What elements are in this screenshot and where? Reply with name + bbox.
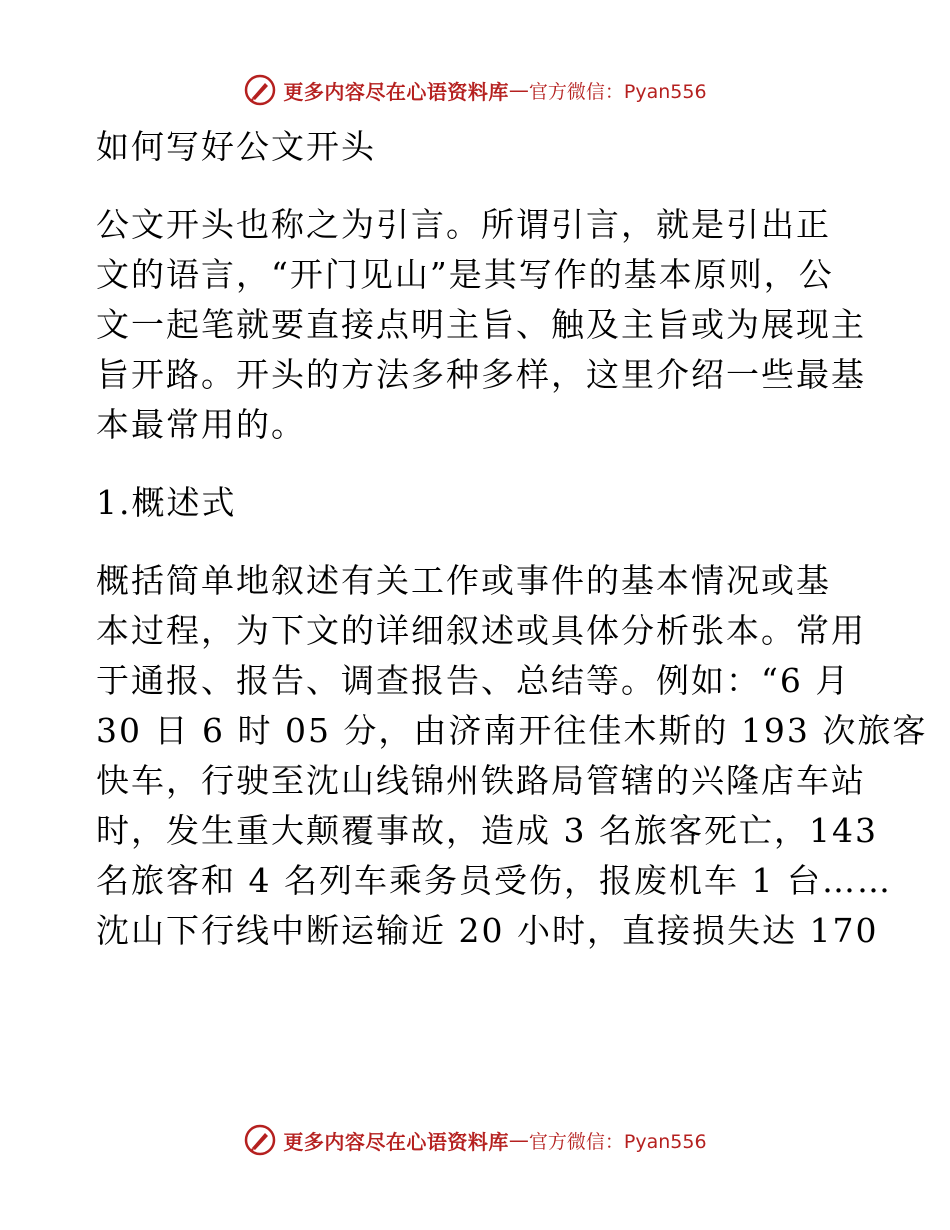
pen-logo-icon xyxy=(243,1123,277,1157)
document-body xyxy=(96,122,928,956)
paragraph-line: 名旅客和 4 名列车乘务员受伤，报废机车 1 台…… xyxy=(96,861,892,900)
paragraph-line: 本最常用的。 xyxy=(96,405,306,444)
pen-logo-icon xyxy=(243,73,277,107)
paragraph-line: 快车，行驶至沈山线锦州铁路局管辖的兴隆店车站 xyxy=(96,761,866,800)
watermark-separator: — xyxy=(508,1128,529,1152)
paragraph-summary xyxy=(96,556,928,956)
watermark-wechat: 官方微信：Pyan556 xyxy=(528,1130,707,1153)
paragraph-line: 沈山下行线中断运输近 20 小时，直接损失达 170 xyxy=(96,911,879,950)
footer-watermark xyxy=(0,1120,950,1160)
watermark-separator: — xyxy=(508,78,529,102)
paragraph-line: 本过程，为下文的详细叙述或具体分析张本。常用 xyxy=(96,611,866,650)
paragraph-line: 文一起笔就要直接点明主旨、触及主旨或为展现主 xyxy=(96,305,866,344)
document-title: 如何写好公文开头 xyxy=(96,127,376,166)
header-watermark xyxy=(0,70,950,110)
paragraph-line: 公文开头也称之为引言。所谓引言，就是引出正 xyxy=(96,205,831,244)
watermark-brand: 更多内容尽在心语资料库 xyxy=(283,79,509,104)
paragraph-intro xyxy=(96,200,866,450)
paragraph-line: 旨开路。开头的方法多种多样，这里介绍一些最基 xyxy=(96,355,866,394)
watermark-wechat: 官方微信：Pyan556 xyxy=(528,80,707,103)
section-heading-block xyxy=(96,478,856,528)
paragraph-line: 时，发生重大颠覆事故，造成 3 名旅客死亡，143 xyxy=(96,811,878,850)
paragraph-line: 概括简单地叙述有关工作或事件的基本情况或基 xyxy=(96,561,831,600)
paragraph-line: 文的语言，“开门见山”是其写作的基本原则，公 xyxy=(96,255,834,294)
section-heading: 1.概述式 xyxy=(96,483,237,522)
paragraph-line: 于通报、报告、调查报告、总结等。例如：“6 月 xyxy=(96,661,851,700)
paragraph-line: 30 日 6 时 05 分，由济南开往佳木斯的 193 次旅客 xyxy=(96,711,928,750)
watermark-brand: 更多内容尽在心语资料库 xyxy=(283,1129,509,1154)
